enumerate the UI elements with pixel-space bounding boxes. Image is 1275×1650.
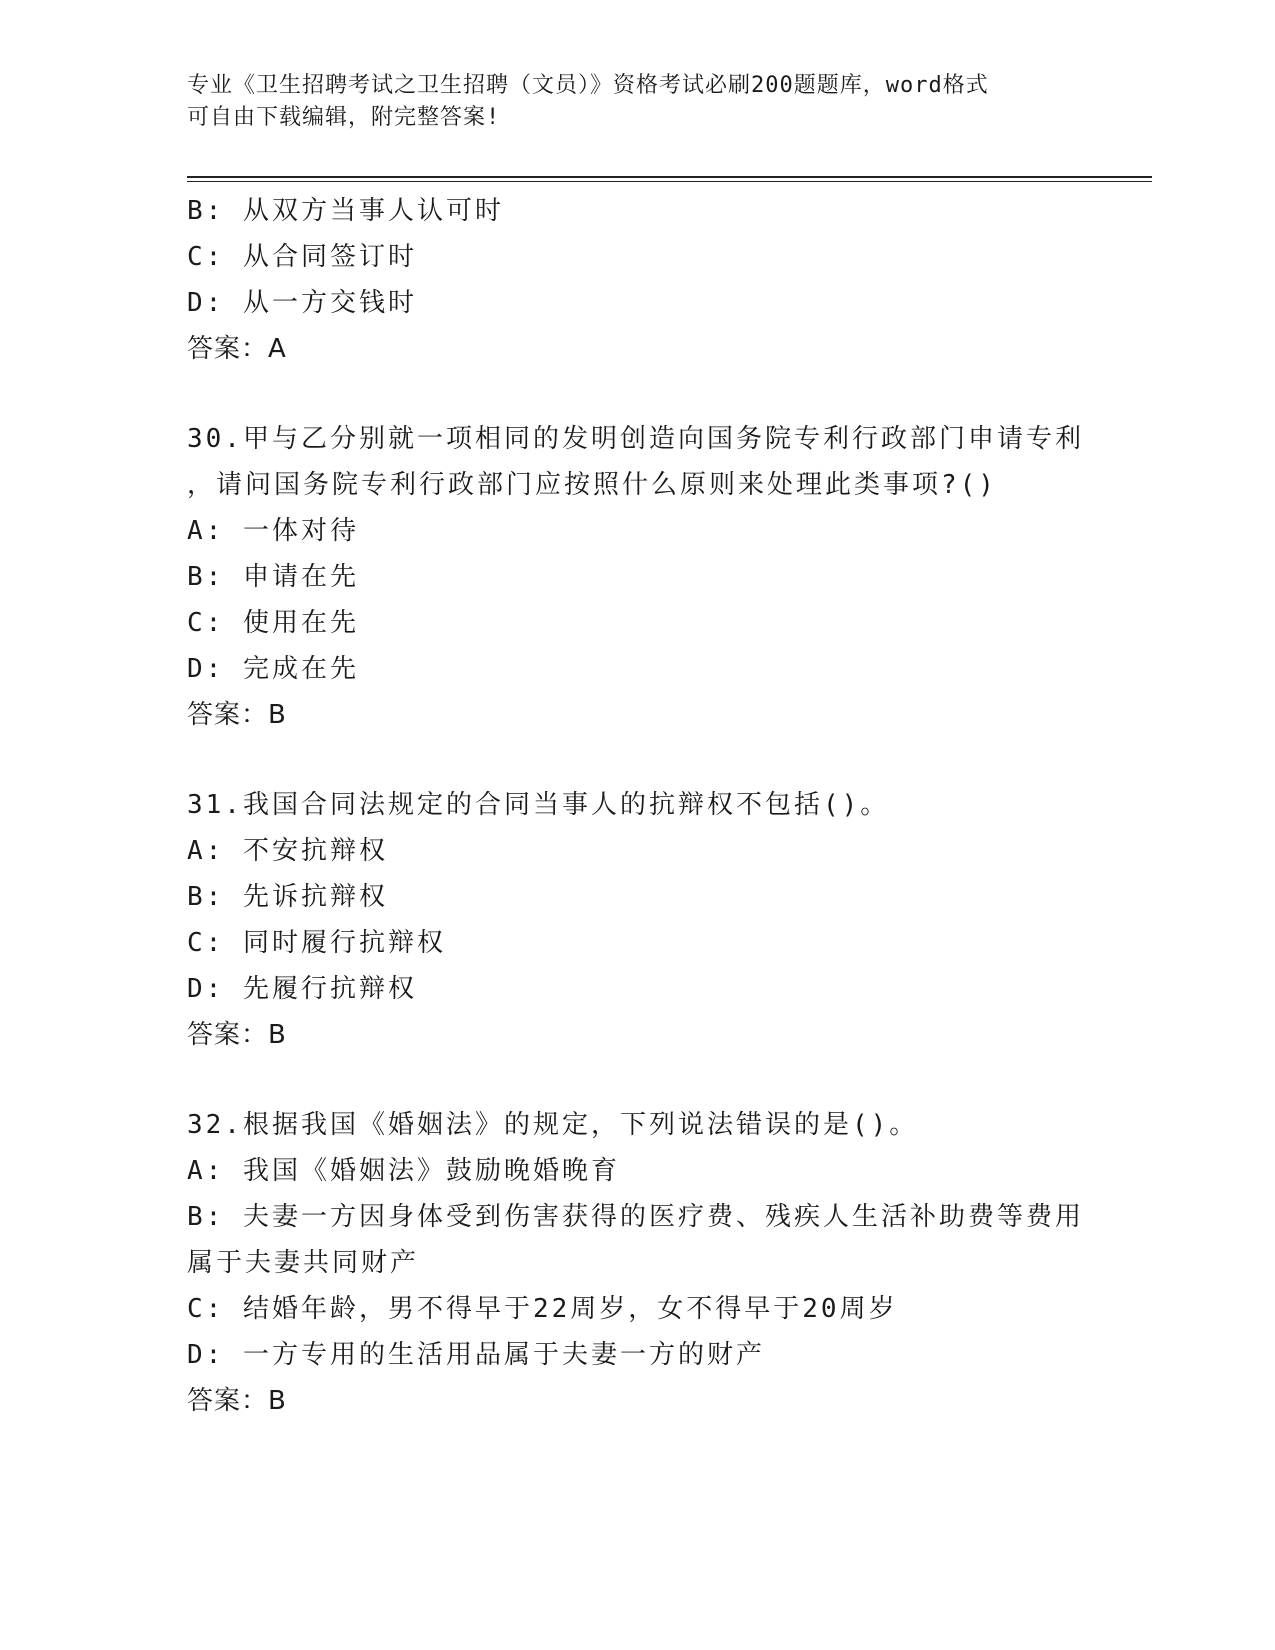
header-line-2: 可自由下载编辑，附完整答案! — [187, 105, 501, 130]
question-block — [187, 188, 1087, 372]
answer-line: 答案：B — [187, 700, 287, 730]
question-stem: 31.我国合同法规定的合同当事人的抗辩权不包括()。 — [187, 790, 890, 820]
option-a: A: 一体对待 — [187, 516, 359, 546]
option-c: C: 同时履行抗辩权 — [187, 928, 446, 958]
document-header — [187, 70, 1087, 134]
question-stem: 30.甲与乙分别就一项相同的发明创造向国务院专利行政部门申请专利 — [187, 424, 1084, 454]
header-divider — [187, 176, 1152, 182]
option-d: D: 从一方交钱时 — [187, 288, 417, 318]
answer-line: 答案：B — [187, 1386, 287, 1416]
answer-line: 答案：B — [187, 1020, 287, 1050]
option-a: A: 我国《婚姻法》鼓励晚婚晚育 — [187, 1156, 620, 1186]
option-d: D: 完成在先 — [187, 654, 359, 684]
option-c: C: 使用在先 — [187, 608, 359, 638]
header-line-1: 专业《卫生招聘考试之卫生招聘（文员）》资格考试必刷200题题库，word格式 — [187, 73, 989, 98]
answer-line: 答案：A — [187, 334, 287, 364]
spacer — [187, 372, 1087, 416]
spacer — [187, 738, 1087, 782]
question-block — [187, 1102, 1087, 1424]
option-d: D: 先履行抗辩权 — [187, 974, 417, 1004]
question-stem-continued: ，请问国务院专利行政部门应按照什么原则来处理此类事项?() — [187, 470, 997, 500]
option-c: C: 从合同签订时 — [187, 242, 417, 272]
question-block — [187, 416, 1087, 738]
question-block — [187, 782, 1087, 1058]
option-a: A: 不安抗辩权 — [187, 836, 388, 866]
option-b: B: 先诉抗辩权 — [187, 882, 388, 912]
option-d: D: 一方专用的生活用品属于夫妻一方的财产 — [187, 1340, 765, 1370]
option-c: C: 结婚年龄，男不得早于22周岁，女不得早于20周岁 — [187, 1294, 898, 1324]
option-b: B: 从双方当事人认可时 — [187, 196, 504, 226]
question-list — [187, 188, 1087, 1424]
spacer — [187, 1058, 1087, 1102]
option-b: B: 夫妻一方因身体受到伤害获得的医疗费、残疾人生活补助费等费用 — [187, 1202, 1084, 1232]
question-stem: 32.根据我国《婚姻法》的规定，下列说法错误的是()。 — [187, 1110, 919, 1140]
option-b-continued: 属于夫妻共同财产 — [187, 1248, 420, 1278]
option-b: B: 申请在先 — [187, 562, 359, 592]
